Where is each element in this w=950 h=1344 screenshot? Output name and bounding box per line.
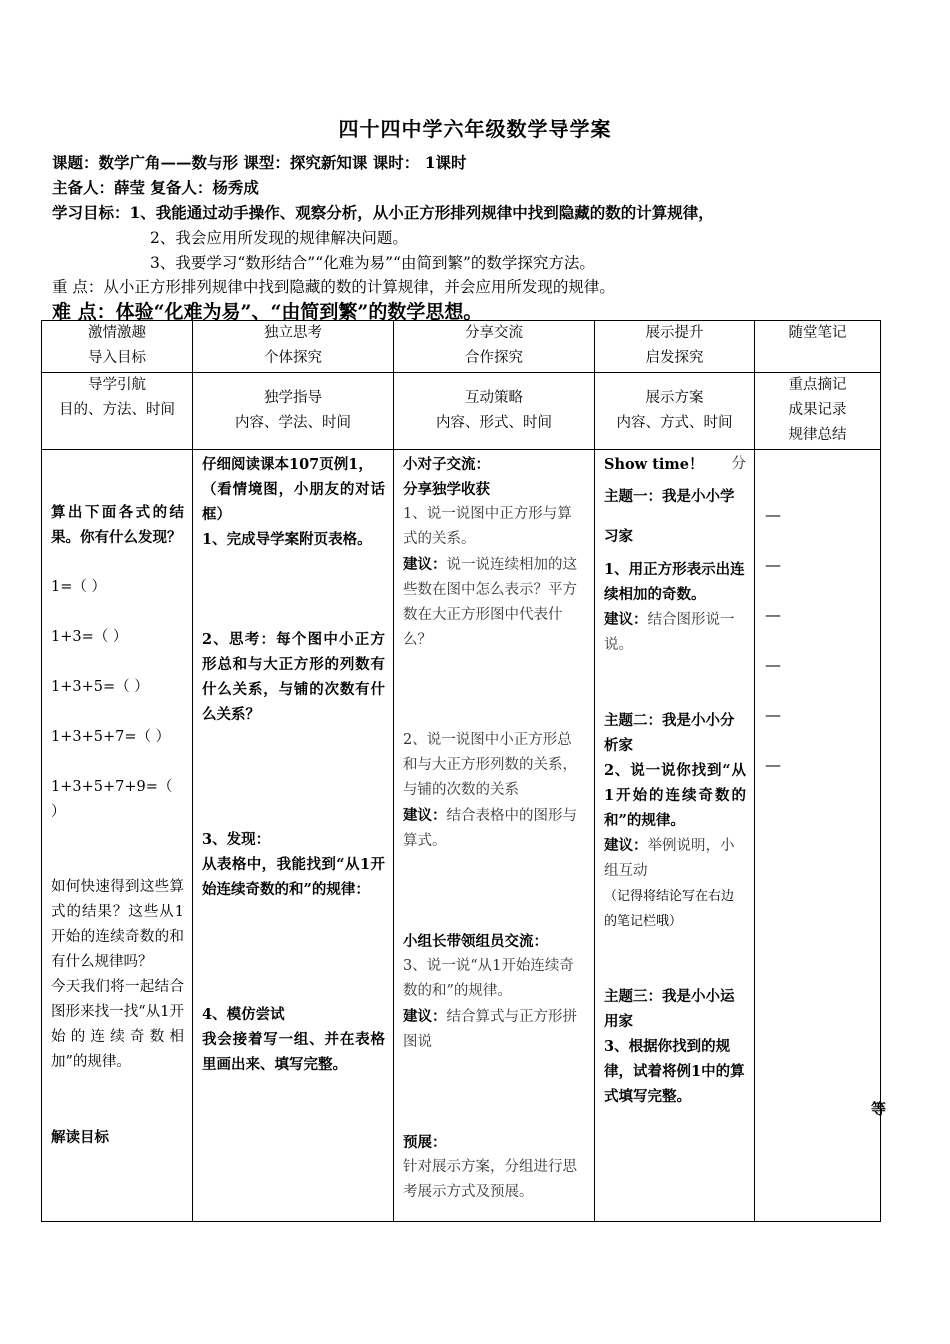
header-cell: 导学引航 目的、方法、时间	[42, 373, 193, 450]
equation: 1+3+5+7+9=（ ）	[51, 779, 173, 820]
note-dash: —	[765, 705, 781, 724]
equation: 1+3+5=（ ）	[51, 679, 149, 695]
show-time-line: Show time！ 分	[604, 456, 746, 473]
header-row-2	[42, 373, 881, 450]
step-4-title: 4、模仿尝试	[202, 1006, 285, 1023]
difficult-point: 难 点：体验“化难为易”、“由简到繁”的数学思想。	[52, 301, 483, 323]
goal-text: 学习目标：1、我能通过动手操作、观察分析，从小正方形排列规律中找到隐藏的数的计算规律，	[52, 203, 714, 222]
pair-exchange-title: 小对子交流：	[403, 456, 490, 473]
step-4-text: 我会接着写一组、并在表格里画出来、填写完整。	[202, 1031, 385, 1073]
header-cell: 展示方案 内容、方式、时间	[595, 373, 755, 450]
equation: 1=（ ）	[51, 579, 106, 595]
step-2: 2、思考：每个图中小正方形总和与大正方形的列数有什么关系，与铺的次数有什么关系？	[202, 631, 385, 723]
study-plan-table	[41, 320, 881, 1222]
learning-goal-1	[52, 201, 714, 223]
guide-column	[42, 450, 193, 1222]
document-title: 四十四中学六年级数学导学案	[338, 117, 612, 141]
suggestion-1: 建议：说一说连续相加的这些数在图中怎么表示？平方数在大正方形图中代表什么？	[403, 556, 577, 648]
header-cell: 分享交流 合作探究	[394, 321, 595, 373]
course-info-line: 课题：数学广角——数与形 课型：探究新知课 课时： 1课时	[52, 153, 467, 172]
theme-1-suggestion: 建议：结合图形说一说。	[604, 611, 735, 653]
note-dash: —	[765, 505, 781, 524]
note-dash: —	[765, 555, 781, 574]
task-2: 2、说一说图中小正方形总和与大正方形列数的关系，与铺的次数的关系	[403, 732, 577, 798]
note-dash: —	[765, 655, 781, 674]
header-cell: 互动策略 内容、形式、时间	[394, 373, 595, 450]
suggestion-2: 建议：结合表格中的图形与算式。	[403, 807, 577, 849]
step-1: 1、完成导学案附页表格。	[202, 531, 372, 548]
note-reminder: （记得将结论写在右边的笔记栏哦）	[604, 889, 735, 929]
interaction-column	[394, 450, 595, 1222]
read-goals-label: 解读目标	[51, 1129, 109, 1146]
note-dash: —	[765, 605, 781, 624]
stray-character: 等	[871, 1100, 887, 1118]
header-cell: 独立思考 个体探究	[193, 321, 394, 373]
header-cell: 展示提升 启发探究	[595, 321, 755, 373]
group-exchange-title: 小组长带领组员交流：	[403, 933, 548, 950]
header-cell: 独学指导 内容、学法、时间	[193, 373, 394, 450]
task-3: 3、说一说“从1开始连续奇数的和”的规律。	[403, 958, 574, 999]
theme-2-suggestion: 建议：举例说明，小组互动	[604, 837, 735, 879]
task-1: 1、说一说图中正方形与算式的关系。	[403, 506, 572, 547]
pair-exchange-subtitle: 分享独学收获	[403, 481, 490, 498]
self-study-column	[193, 450, 394, 1222]
equation: 1+3+5+7=（ ）	[51, 729, 171, 745]
header-cell: 随堂笔记	[755, 321, 881, 373]
theme-1: 主题一：我是小小学习家	[604, 488, 735, 545]
theme-1-task: 1、用正方形表示出连续相加的奇数。	[604, 561, 745, 603]
reading-instruction: 仔细阅读课本107页例1，	[202, 456, 373, 473]
header-cell: 重点摘记 成果记录 规律总结	[755, 373, 881, 450]
theme-3: 主题三：我是小小运用家	[604, 988, 735, 1030]
intro-paragraph: 今天我们将一起结合图形来找一找“从1开始的连续奇数相加”的规律。	[51, 979, 184, 1070]
note-dash: —	[765, 755, 781, 774]
equation: 1+3=（ ）	[51, 629, 128, 645]
suggestion-3: 建议：结合算式与正方形拼图说	[403, 1008, 577, 1050]
presentation-column	[595, 450, 755, 1222]
preparer-line: 主备人：薛莹 复备人：杨秀成	[52, 178, 259, 197]
theme-2: 主题二：我是小小分析家	[604, 712, 735, 754]
theme-3-task: 3、根据你找到的规律，试着将例1中的算式填写完整。	[604, 1038, 745, 1105]
warmup-question: 算出下面各式的结果。你有什么发现？	[51, 504, 184, 546]
preview-title: 预展：	[403, 1134, 447, 1151]
learning-goal-3: 3、我要学习“数形结合”“化难为易”“由简到繁”的数学探究方法。	[150, 254, 595, 272]
preview-text: 针对展示方案，分组进行思考展示方式及预展。	[403, 1159, 577, 1200]
step-3-title: 3、发现：	[202, 831, 271, 848]
content-row	[42, 450, 881, 1222]
intro-paragraph: 如何快速得到这些算式的结果？这些从1开始的连续奇数的和有什么规律吗？	[51, 879, 184, 970]
step-3-text: 从表格中，我能找到“从1开始连续奇数的和”的规律：	[202, 856, 385, 898]
reading-instruction: （看情境图，小朋友的对话框）	[202, 481, 385, 523]
theme-2-task: 2、说一说你找到“从1开始的连续奇数的和”的规律。	[604, 762, 746, 829]
header-cell: 激情激趣 导入目标	[42, 321, 193, 373]
header-row-1	[42, 321, 881, 373]
key-point: 重 点：从小正方形排列规律中找到隐藏的数的计算规律，并会应用所发现的规律。	[52, 278, 615, 296]
learning-goal-2: 2、我会应用所发现的规律解决问题。	[150, 229, 408, 247]
notes-column	[755, 450, 881, 1222]
